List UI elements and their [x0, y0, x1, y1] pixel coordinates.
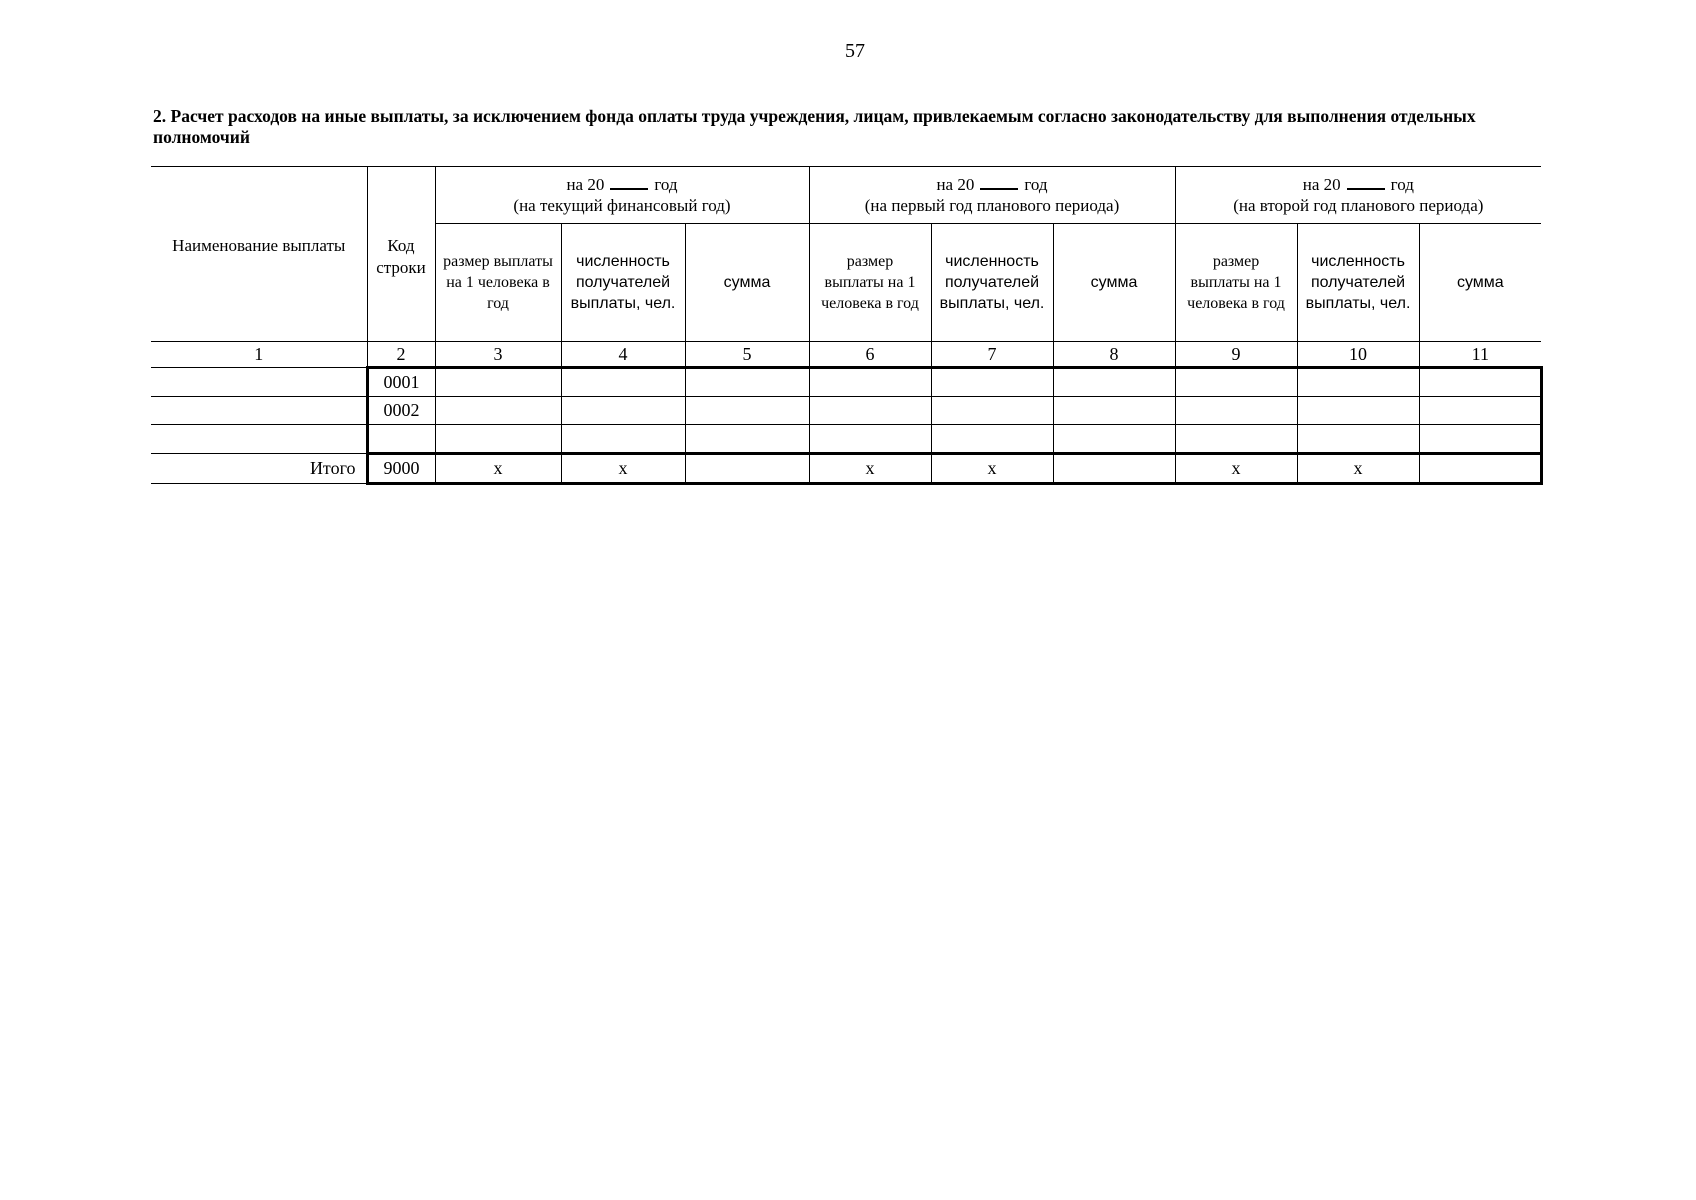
value-cell[interactable] — [685, 425, 809, 454]
column-number: 9 — [1175, 342, 1297, 368]
table-row — [151, 425, 1541, 454]
value-cell[interactable] — [931, 397, 1053, 425]
row-code-cell — [367, 425, 435, 454]
sum-subheader: сумма — [685, 224, 809, 342]
value-cell: х — [1297, 454, 1419, 484]
value-cell[interactable] — [809, 368, 931, 397]
column-numbers-row — [151, 342, 1541, 368]
value-cell[interactable] — [1297, 368, 1419, 397]
value-cell[interactable] — [1419, 397, 1541, 425]
total-label: Итого — [151, 454, 367, 484]
value-cell: х — [561, 454, 685, 484]
sum-subheader: сумма — [1053, 224, 1175, 342]
page-number: 57 — [845, 40, 865, 62]
value-cell[interactable] — [435, 397, 561, 425]
value-cell[interactable] — [1419, 368, 1541, 397]
value-cell[interactable] — [1053, 397, 1175, 425]
period-header-current — [435, 167, 809, 224]
period-header-first-plan — [809, 167, 1175, 224]
count-subheader: численность получателей выплаты, чел. — [931, 224, 1053, 342]
period-description: (на первый год планового периода) — [864, 196, 1120, 215]
table-row — [151, 397, 1541, 425]
value-cell[interactable] — [1053, 454, 1175, 484]
value-cell[interactable] — [1297, 397, 1419, 425]
value-cell[interactable] — [1175, 397, 1297, 425]
value-cell[interactable] — [435, 368, 561, 397]
row-name-cell[interactable] — [151, 425, 367, 454]
period-year-prefix: на 20 — [1302, 175, 1341, 194]
table-row — [151, 368, 1541, 397]
column-number: 2 — [367, 342, 435, 368]
payments-calculation-table — [151, 166, 1543, 485]
column-number: 11 — [1419, 342, 1541, 368]
value-cell[interactable] — [685, 368, 809, 397]
value-cell: х — [435, 454, 561, 484]
size-subheader: размер выплаты на 1 человека в год — [435, 224, 561, 342]
value-cell[interactable] — [1053, 368, 1175, 397]
row-code-cell: 0001 — [367, 368, 435, 397]
value-cell[interactable] — [1175, 425, 1297, 454]
value-cell[interactable] — [435, 425, 561, 454]
value-cell[interactable] — [1419, 425, 1541, 454]
value-cell: х — [809, 454, 931, 484]
value-cell[interactable] — [561, 425, 685, 454]
total-row — [151, 454, 1541, 484]
value-cell: х — [1175, 454, 1297, 484]
count-subheader: численность получателей выплаты, чел. — [1297, 224, 1419, 342]
column-number: 7 — [931, 342, 1053, 368]
row-name-cell[interactable] — [151, 397, 367, 425]
period-description: (на второй год планового периода) — [1233, 196, 1484, 215]
period-year-suffix: год — [654, 175, 678, 194]
column-number: 1 — [151, 342, 367, 368]
period-year-prefix: на 20 — [566, 175, 605, 194]
value-cell[interactable] — [931, 425, 1053, 454]
total-code-cell: 9000 — [367, 454, 435, 484]
code-column-header: Код строки — [367, 167, 435, 342]
value-cell[interactable] — [1419, 454, 1541, 484]
value-cell[interactable] — [685, 397, 809, 425]
value-cell[interactable] — [561, 368, 685, 397]
period-year-prefix: на 20 — [936, 175, 975, 194]
value-cell[interactable] — [931, 368, 1053, 397]
year-blank — [980, 174, 1018, 190]
sum-subheader: сумма — [1419, 224, 1541, 342]
value-cell[interactable] — [1175, 368, 1297, 397]
row-name-cell[interactable] — [151, 368, 367, 397]
size-subheader: размер выплаты на 1 человека в год — [809, 224, 931, 342]
period-year-suffix: год — [1390, 175, 1414, 194]
year-blank — [1347, 174, 1385, 190]
row-code-cell: 0002 — [367, 397, 435, 425]
column-number: 8 — [1053, 342, 1175, 368]
section-title: 2. Расчет расходов на иные выплаты, за исключением фонда оплаты труда учреждения, лицам, привлекаемым согласно законодательству для выполнения отдельных полномочий — [153, 106, 1476, 147]
value-cell[interactable] — [561, 397, 685, 425]
year-blank — [610, 174, 648, 190]
column-number: 10 — [1297, 342, 1419, 368]
value-cell[interactable] — [685, 454, 809, 484]
value-cell[interactable] — [1053, 425, 1175, 454]
count-subheader: численность получателей выплаты, чел. — [561, 224, 685, 342]
size-subheader: размер выплаты на 1 человека в год — [1175, 224, 1297, 342]
value-cell[interactable] — [1297, 425, 1419, 454]
period-header-second-plan — [1175, 167, 1541, 224]
value-cell[interactable] — [809, 425, 931, 454]
column-number: 6 — [809, 342, 931, 368]
value-cell[interactable] — [809, 397, 931, 425]
column-number: 5 — [685, 342, 809, 368]
period-year-suffix: год — [1024, 175, 1048, 194]
value-cell: х — [931, 454, 1053, 484]
column-number: 3 — [435, 342, 561, 368]
period-description: (на текущий финансовый год) — [513, 196, 731, 215]
name-column-header: Наименование выплаты — [151, 167, 367, 342]
column-number: 4 — [561, 342, 685, 368]
